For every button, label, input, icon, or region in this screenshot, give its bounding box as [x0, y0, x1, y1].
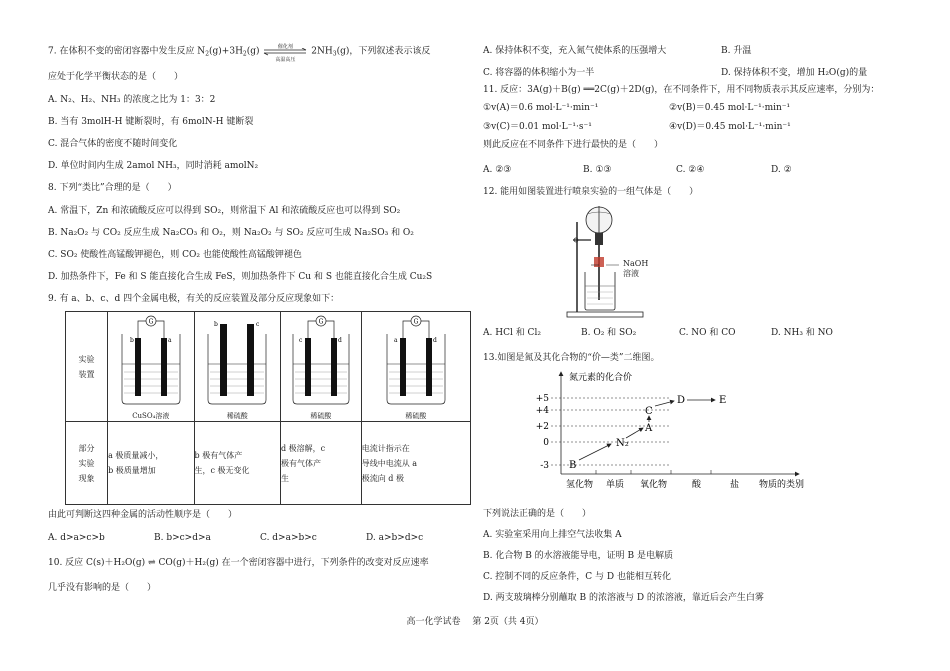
q7-option-b: B. 当有 3molH-H 键断裂时，有 6molN-H 键断裂: [48, 117, 254, 127]
q9-table: [65, 311, 471, 505]
point-d: D: [677, 395, 686, 406]
q10-stem: 10. 反应 C(s)＋H₂O(g) ⇌ CO(g)＋H₂(g) 在一个密闭容器中进行，下列条件的改变对反应速率: [48, 558, 429, 568]
ytick: +2: [535, 422, 549, 432]
valence-class-chart: [521, 368, 811, 496]
q7-option-c: C. 混合气体的密度不随时间变化: [48, 139, 178, 149]
solution-label: 稀硫酸: [310, 412, 332, 420]
naoh-label: [623, 259, 648, 279]
q9-option-d: D. a>b>d>c: [366, 533, 424, 543]
q10-option-d: D. 保持体积不变，增加 H₂O(g)的量: [721, 68, 868, 78]
q11-rate-4: ④v(D)＝0.45 mol·L⁻¹·min⁻¹: [669, 122, 791, 132]
ytick: 0: [543, 438, 549, 448]
q9-phenomenon-1: [108, 422, 194, 505]
xcat: 酸: [692, 480, 702, 490]
q9-phenomenon-4: [361, 422, 470, 505]
gridlines: [551, 398, 671, 465]
q9-stem: 9. 有 a、b、c、d 四个金属电极，有关的反应装置及部分反应现象如下：: [48, 294, 340, 304]
solution-label: 稀硫酸: [405, 412, 427, 420]
q12-option-d: D. NH₃ 和 NO: [771, 328, 833, 338]
q13-stem2: 下列说法正确的是（ ）: [483, 509, 592, 519]
phenomenon-line: d 极溶解，c: [280, 443, 326, 453]
q9-row-head-phenomena: [66, 422, 108, 505]
electrode-label: c: [256, 321, 260, 328]
xcat: 盐: [730, 480, 740, 490]
q13-option-b: B. 化合物 B 的水溶液能导电，证明 B 是电解质: [483, 551, 674, 561]
q9-device-4: [361, 312, 470, 422]
electrode-label: d: [432, 337, 437, 344]
electrode-label: d: [337, 337, 342, 344]
point-c: C: [645, 406, 653, 417]
q12-option-c: C. NO 和 CO: [679, 328, 736, 338]
q9-device-1: [108, 312, 194, 422]
q8-option-c: C. SO₂ 使酸性高锰酸钾褪色，则 CO₂ 也能使酸性高锰酸钾褪色: [48, 250, 302, 260]
galvanic-cell-diagram: [381, 312, 451, 412]
phenomenon-line: 生: [280, 473, 289, 483]
q10-stem-line2: 几乎没有影响的是（ ）: [48, 583, 157, 593]
electrode-label: a: [393, 337, 398, 344]
phenomenon-line: 极流向 d 极: [361, 473, 404, 483]
solution-label: 稀硫酸: [226, 412, 248, 420]
phenomenon-line: b 极有气体产: [194, 451, 243, 460]
x-axis-label: 物质的类别: [759, 480, 805, 490]
naoh-label-line: 溶液: [623, 269, 639, 278]
q11-option-a: A. ②③: [483, 165, 512, 175]
equilibrium-arrow: 催化剂 高温高压: [262, 45, 308, 57]
electrode-label: a: [167, 337, 172, 344]
q8-option-b: B. Na₂O₂ 与 CO₂ 反应生成 Na₂CO₃ 和 O₂，则 Na₂O₂ 与 SO₂ 反应可生成 Na₂SO₃ 和 O₂: [48, 228, 414, 238]
x-tick-marks: [596, 470, 711, 474]
q11-stem-line2: 则此反应在不同条件下进行最快的是（ ）: [483, 140, 664, 150]
galvanic-cell-diagram: [202, 312, 272, 412]
electrode-label: b: [214, 321, 219, 328]
x-categories: [566, 478, 804, 490]
ytick: +5: [535, 394, 549, 404]
q13-option-c: C. 控制不同的反应条件，C 与 D 也能相互转化: [483, 572, 671, 582]
meter-label: G: [318, 318, 324, 326]
q9-option-c: C. d>a>b>c: [260, 533, 317, 543]
galvanic-cell-diagram: [288, 312, 354, 412]
xcat: 单质: [606, 480, 625, 490]
solution-label: CuSO₄溶液: [132, 412, 170, 420]
point-e: E: [719, 395, 727, 406]
phenomenon-line: 极有气体产: [280, 458, 321, 468]
q12-stem: 12. 能用如图装置进行喷泉实验的一组气体是（ ）: [483, 187, 699, 197]
ytick: -3: [540, 461, 549, 471]
q9-row-head-devices: [66, 312, 108, 422]
y-axis-label: 氮元素的化合价: [569, 373, 633, 383]
q11-rate-1: ①v(A)＝0.6 mol·L⁻¹·min⁻¹: [483, 103, 599, 113]
y-ticks: [536, 394, 550, 471]
q7-stem: 7. 在体积不变的密闭容器中发生反应 $N_2(g)+3H_2(g)$ 催化剂 高温高压 $2NH_3(g)$，下列叙述表示该反: [48, 44, 431, 63]
q11-option-d: D. ②: [771, 165, 792, 175]
phenomenon-line: 生，c 极无变化: [194, 466, 250, 475]
row-head-line: 部分: [78, 443, 95, 453]
row-head-line: 装置: [78, 369, 95, 379]
xcat: 氧化物: [640, 480, 668, 490]
q9-option-a: A. d>a>c>b: [48, 533, 105, 543]
row-head-line: 实验: [78, 354, 95, 364]
phenomenon-line: b 极质量增加: [108, 466, 156, 475]
electrode-label: b: [129, 337, 134, 344]
q8-option-d: D. 加热条件下，Fe 和 S 能直接化合生成 FeS，则加热条件下 Cu 和 S 也能直接化合生成 Cu₂S: [48, 272, 433, 282]
q11-option-b: B. ①③: [583, 165, 612, 175]
point-b: B: [569, 460, 577, 471]
ytick: +4: [535, 406, 549, 416]
q9-phenomenon-3: [280, 422, 361, 505]
q12-option-a: A. HCl 和 Cl₂: [483, 328, 541, 338]
chart-points: [569, 395, 726, 471]
q11-stem: 11. 反应：3A(g)＋B(g) ══2C(g)＋2D(g)，在不同条件下，用不同物质表示其反应速率，分别为：: [483, 85, 880, 95]
row-head-line: 实验: [78, 458, 95, 468]
q8-stem: 8. 下列“类比”合理的是（ ）: [48, 183, 177, 193]
q9-device-3: [280, 312, 361, 422]
xcat: 氢化物: [566, 480, 594, 490]
q10-option-a: A. 保持体积不变，充入氮气使体系的压强增大: [483, 46, 667, 56]
q10-option-c: C. 将容器的体积缩小为一半: [483, 68, 595, 78]
q9-phenomenon-2: [194, 422, 280, 505]
q9-option-b: B. b>c>d>a: [154, 533, 211, 543]
q13-stem: 13.如图是氮及其化合物的“价—类”二维图。: [483, 353, 660, 363]
point-n2: N₂: [616, 438, 629, 449]
meter-label: G: [148, 318, 154, 326]
q12-option-b: B. O₂ 和 SO₂: [581, 328, 637, 338]
q11-rate-2: ②v(B)＝0.45 mol·L⁻¹·min⁻¹: [669, 103, 791, 113]
q9-conclusion: 由此可判断这四种金属的活动性顺序是（ ）: [48, 510, 238, 520]
row-head-line: 现象: [78, 473, 95, 483]
page-footer: 高一化学试卷 第 2页（共 4页）: [406, 617, 544, 627]
q13-option-d: D. 两支玻璃棒分别蘸取 B 的浓溶液与 D 的浓溶液，靠近后会产生白雾: [483, 593, 764, 603]
q10-option-b: B. 升温: [721, 46, 752, 56]
meter-label: G: [413, 318, 419, 326]
q11-rate-3: ③v(C)＝0.01 mol·L⁻¹·s⁻¹: [483, 122, 592, 132]
phenomenon-line: 电流计指示在: [361, 443, 410, 453]
q13-option-a: A. 实验室采用向上排空气法收集 A: [483, 530, 622, 540]
q9-device-2: [194, 312, 280, 422]
q8-option-a: A. 常温下，Zn 和浓硫酸反应可以得到 SO₂，则常温下 Al 和浓硫酸反应也可以得到 SO₂: [48, 206, 401, 216]
q7-option-d: D. 单位时间内生成 2amol NH₃，同时消耗 amolN₂: [48, 161, 259, 171]
phenomenon-line: a 极质量减小，: [108, 451, 164, 460]
naoh-label-line: NaOH: [623, 259, 649, 268]
q11-option-c: C. ②④: [676, 165, 705, 175]
q7-option-a: A. N₂、H₂、NH₃ 的浓度之比为 1：3：2: [48, 95, 216, 105]
electrode-label: c: [298, 337, 303, 344]
galvanic-cell-diagram: [116, 312, 186, 412]
phenomenon-line: 导线中电流从 a: [361, 458, 418, 468]
q7-stem-line2: 应处于化学平衡状态的是（ ）: [48, 72, 184, 82]
point-a: A: [645, 423, 653, 434]
